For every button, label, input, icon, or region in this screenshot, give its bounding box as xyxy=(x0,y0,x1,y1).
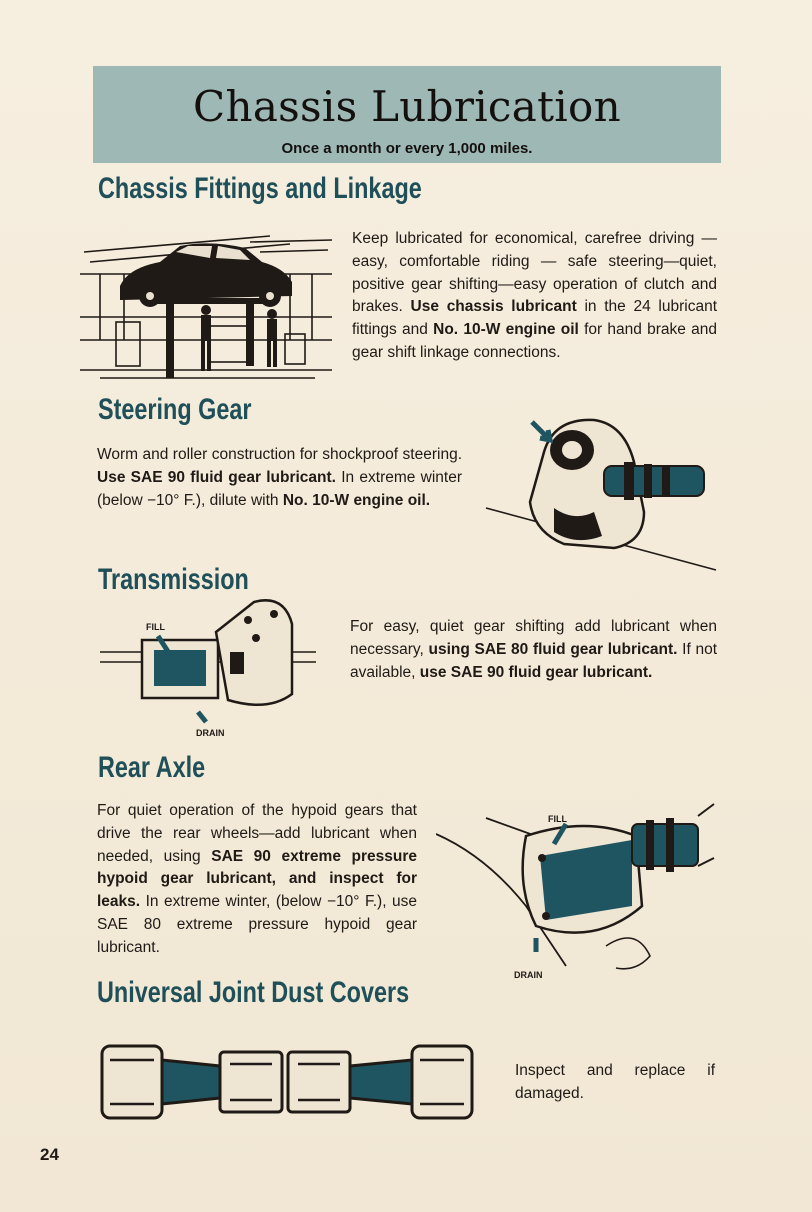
universal-joint-illustration xyxy=(100,1040,474,1124)
rear-axle-drain-label: DRAIN xyxy=(514,970,543,980)
heading-chassis-fittings: Chassis Fittings and Linkage xyxy=(98,172,422,205)
text-segment: For quiet operation of the hypoid gears that drive the rear wheels—add lubricant when needed, using xyxy=(97,802,417,865)
transmission-drain-label: DRAIN xyxy=(196,728,225,738)
paragraph-universal-joint: Inspect and replace if damaged. xyxy=(515,1062,715,1102)
header-band xyxy=(93,66,721,163)
steering-gear-illustration xyxy=(484,412,720,574)
text-segment: in the 24 lubricant fittings and xyxy=(352,298,718,339)
paragraph-transmission xyxy=(350,616,717,684)
transmission-fill-label: FILL xyxy=(146,622,165,632)
heading-rear-axle: Rear Axle xyxy=(98,751,206,784)
text-segment: If not available, xyxy=(350,640,718,681)
text-segment-bold: use SAE 90 fluid gear lubricant. xyxy=(419,663,653,681)
text-segment-bold: Use SAE 90 fluid gear lubricant. xyxy=(97,468,336,486)
rear-axle-fill-label: FILL xyxy=(548,814,567,824)
text-segment: In extreme winter, (below −10° F.), use SAE 80 extreme pressure hypoid gear lubricant. xyxy=(97,893,417,956)
paragraph-steering-gear xyxy=(97,444,462,512)
text-segment-bold: No. 10-W engine oil xyxy=(433,321,579,339)
paragraph-rear-axle xyxy=(97,800,417,960)
text-segment-bold: using SAE 80 fluid gear lubricant. xyxy=(428,640,678,658)
text-segment: Worm and roller construction for shockproof steering. xyxy=(97,446,462,463)
text-segment-bold: Use chassis lubricant xyxy=(410,298,577,316)
page-number: 24 xyxy=(40,1145,59,1164)
heading-steering-gear: Steering Gear xyxy=(98,393,252,426)
transmission-illustration xyxy=(98,594,320,742)
page-title: Chassis Lubrication xyxy=(193,82,621,131)
page-subtitle: Once a month or every 1,000 miles. xyxy=(281,140,533,157)
heading-transmission: Transmission xyxy=(98,563,249,596)
text-segment: for hand brake and gear shift linkage connections. xyxy=(352,321,717,361)
text-segment-bold: No. 10-W engine oil. xyxy=(282,491,431,509)
text-segment: For easy, quiet gear shifting add lubricant when necessary, xyxy=(350,618,717,658)
heading-universal-joint: Universal Joint Dust Covers xyxy=(97,976,410,1009)
rear-axle-illustration xyxy=(436,796,718,986)
car-lift-illustration xyxy=(80,222,336,384)
paragraph-chassis-fittings xyxy=(352,228,717,365)
text-segment: In extreme winter (below −10° F.), dilute with xyxy=(97,468,462,509)
text-segment: Keep lubricated for economical, carefree driving — easy, comfortable riding — safe steering—quiet, positive gear shifting—easy operation of clutch and brakes. xyxy=(352,230,717,316)
text-segment-bold: SAE 90 extreme pressure hypoid gear lubricant, and inspect for leaks. xyxy=(97,847,417,911)
